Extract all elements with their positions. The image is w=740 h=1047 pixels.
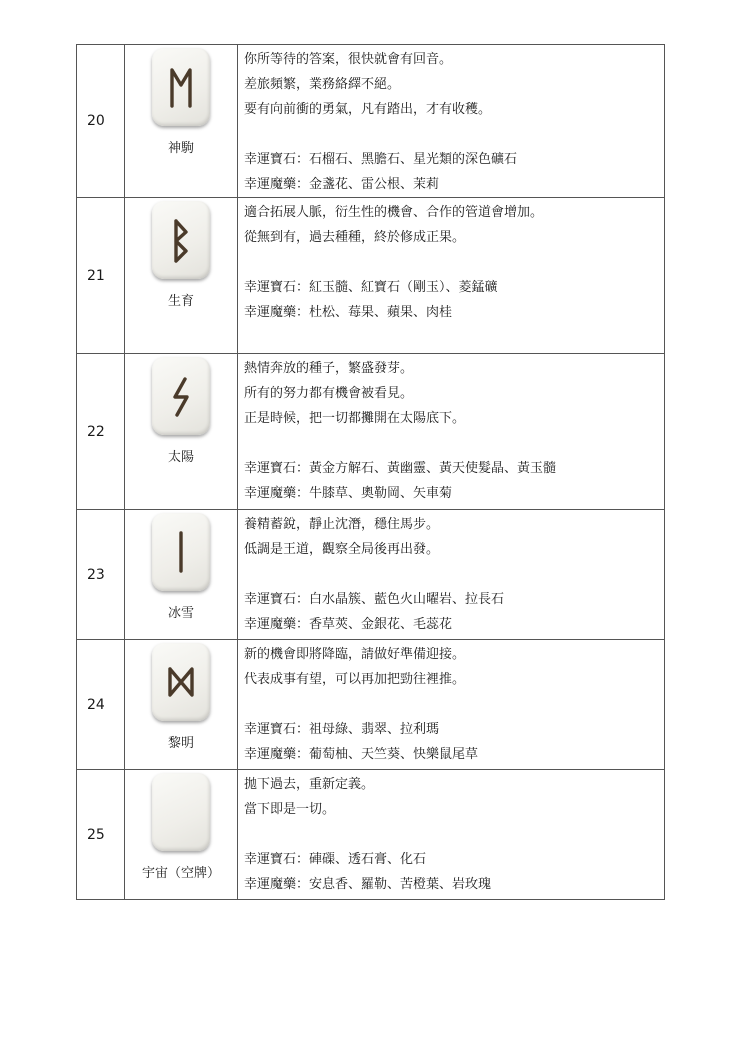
description-line: 要有向前衝的勇氣，凡有踏出，才有收穫。 (244, 102, 492, 117)
description-line: 所有的努力都有機會被看見。 (244, 386, 414, 401)
rune-cell (125, 45, 238, 198)
table-row (77, 770, 665, 900)
rune-cell (125, 354, 238, 510)
row-number: 25 (77, 770, 125, 900)
row-number: 20 (77, 45, 125, 198)
rune-cell (125, 510, 238, 640)
lucky-gems: 幸運寶石：石榴石、黑膽石、星光類的深色礦石 (244, 152, 518, 167)
description-cell (238, 640, 665, 770)
lucky-herbs: 幸運魔藥：金盞花、雷公根、茉莉 (244, 177, 440, 192)
row-number: 23 (77, 510, 125, 640)
rune-name: 太陽 (167, 450, 194, 465)
table-row (77, 198, 665, 354)
description-line: 新的機會即將降臨，請做好準備迎接。 (244, 647, 466, 662)
lucky-gems: 幸運寶石：紅玉髓、紅寶石（剛玉）、菱錳礦 (244, 280, 498, 295)
description-cell (238, 45, 665, 198)
table-row (77, 640, 665, 770)
description-line: 你所等待的答案，很快就會有回音。 (244, 52, 453, 67)
rune-table (76, 44, 665, 900)
description-line: 適合拓展人脈，衍生性的機會、合作的管道會增加。 (244, 205, 544, 220)
description-cell (238, 354, 665, 510)
rune-cell (125, 640, 238, 770)
description-line: 低調是王道，觀察全局後再出發。 (244, 542, 440, 557)
description-cell (238, 770, 665, 900)
description-line: 當下即是一切。 (244, 802, 336, 817)
rune-dagaz-icon (152, 643, 210, 721)
description-line: 養精蓄銳，靜止沈潛，穩住馬步。 (244, 517, 440, 532)
description-cell (238, 198, 665, 354)
rune-berkano-icon (152, 201, 210, 279)
rune-name: 宇宙（空牌） (141, 866, 220, 881)
lucky-herbs: 幸運魔藥：牛膝草、奧勒岡、矢車菊 (244, 486, 453, 501)
row-number: 22 (77, 354, 125, 510)
rune-name: 神駒 (167, 141, 194, 156)
lucky-gems: 幸運寶石：祖母綠、翡翠、拉利瑪 (244, 722, 440, 737)
rune-name: 冰雪 (167, 606, 194, 621)
rune-isa-icon (152, 513, 210, 591)
lucky-gems: 幸運寶石：白水晶簇、藍色火山曜岩、拉長石 (244, 592, 505, 607)
rune-cell (125, 198, 238, 354)
lucky-gems: 幸運寶石：硨磲、透石膏、化石 (244, 852, 427, 867)
row-number: 24 (77, 640, 125, 770)
lucky-herbs: 幸運魔藥：葡萄柚、天竺葵、快樂鼠尾草 (244, 747, 479, 762)
table-row (77, 354, 665, 510)
description-line: 代表成事有望，可以再加把勁往裡推。 (244, 672, 466, 687)
description-line: 差旅頻繁，業務絡繹不絕。 (244, 77, 401, 92)
description-cell (238, 510, 665, 640)
description-line: 從無到有，過去種種，終於修成正果。 (244, 230, 466, 245)
row-number: 21 (77, 198, 125, 354)
description-line: 拋下過去，重新定義。 (244, 777, 375, 792)
lucky-herbs: 幸運魔藥：杜松、莓果、蘋果、肉桂 (244, 305, 453, 320)
rune-name: 黎明 (167, 736, 194, 751)
table-row (77, 510, 665, 640)
rune-sowilo-icon (152, 357, 210, 435)
description-line: 正是時候，把一切都攤開在太陽底下。 (244, 411, 466, 426)
lucky-herbs: 幸運魔藥：安息香、羅勒、苦橙葉、岩玫瑰 (244, 877, 492, 892)
rune-table-body (77, 45, 665, 900)
rune-name: 生育 (167, 294, 194, 309)
table-row (77, 45, 665, 198)
rune-cell (125, 770, 238, 900)
description-line: 熱情奔放的種子，繁盛發芽。 (244, 361, 414, 376)
lucky-gems: 幸運寶石：黃金方解石、黃幽靈、黃天使髮晶、黃玉髓 (244, 461, 557, 476)
lucky-herbs: 幸運魔藥：香草莢、金銀花、毛蕊花 (244, 617, 453, 632)
rune-blank-icon (152, 773, 210, 851)
rune-ehwaz-icon (152, 48, 210, 126)
